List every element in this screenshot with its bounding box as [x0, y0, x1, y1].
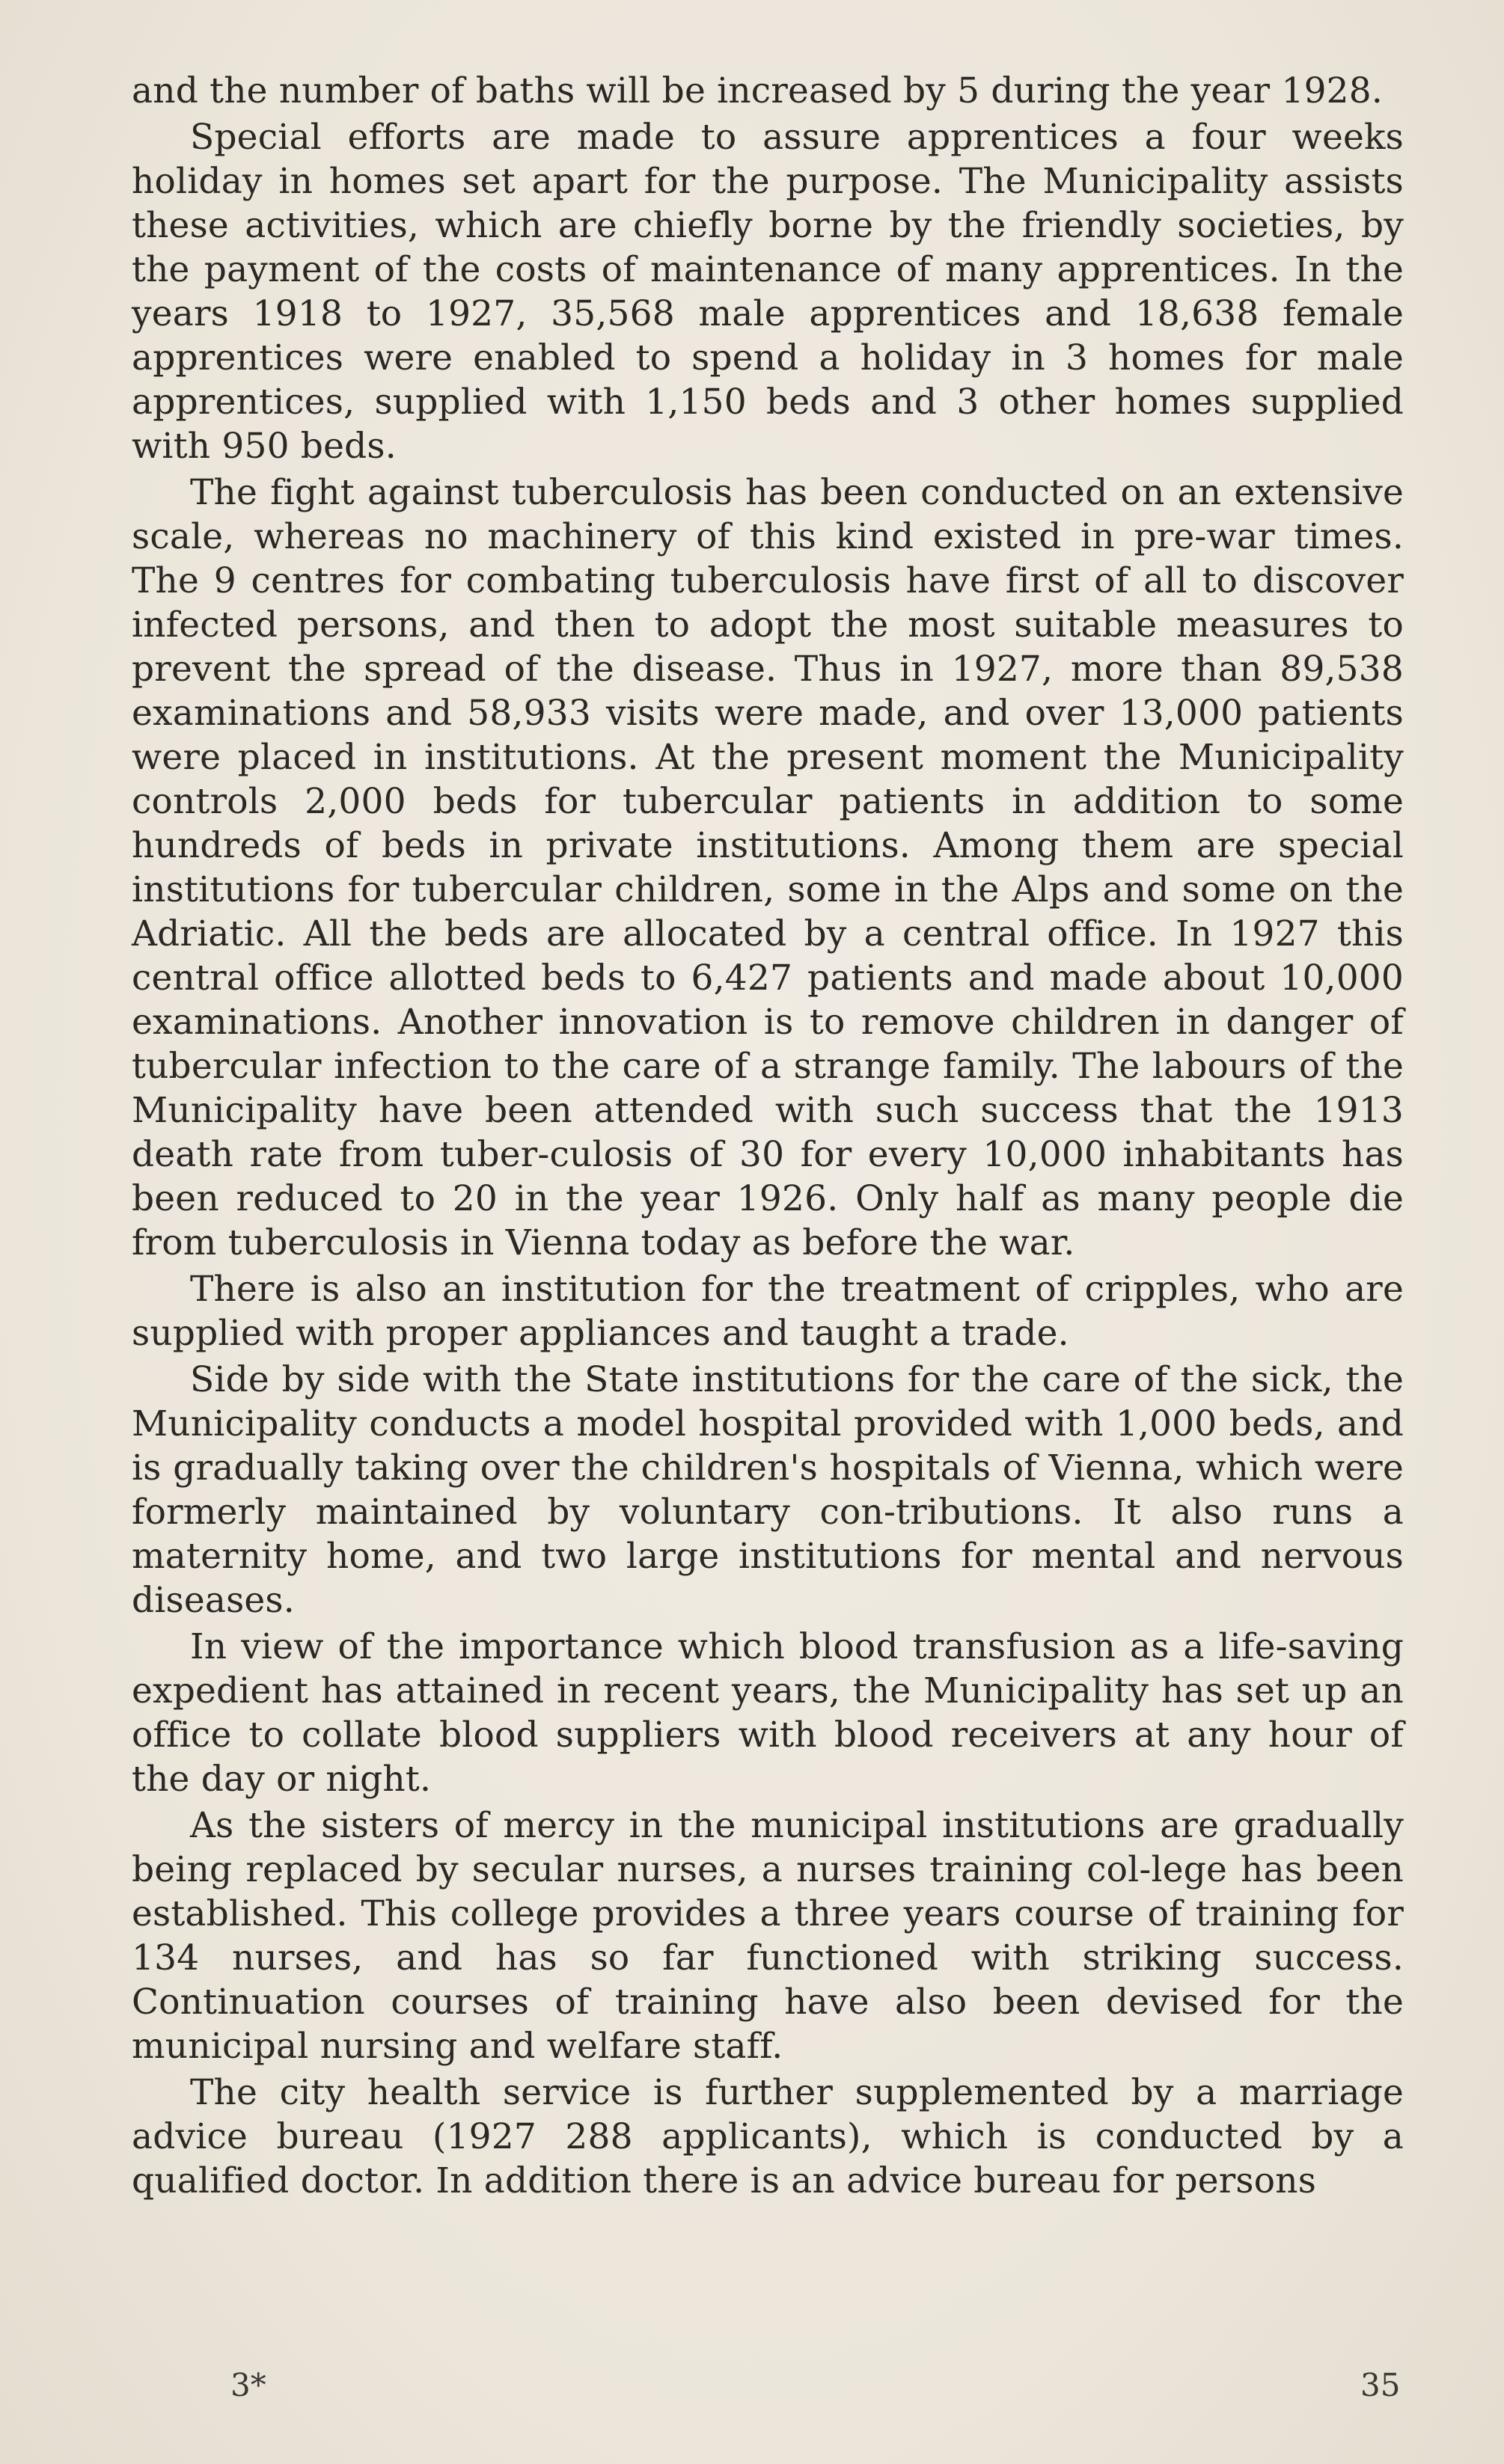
paragraph-baths-continuation: and the number of baths will be increased by 5 during the year 1928.: [132, 70, 1384, 111]
paragraph-hospitals: Side by side with the State institutions for the care of the sick, the Municipality conducts a model hospital provided with 1,000 beds, and is gradually taking over the children's hospitals of Vienna, which were formerly maintained by voluntary con-tributions. It also runs a maternity home, and two large institutions for mental and nervous diseases.: [132, 1359, 1404, 1621]
signature-mark: 3*: [230, 2367, 266, 2403]
page-number: 35: [1360, 2367, 1401, 2403]
paragraph-apprentice-holidays: Special efforts are made to assure apprentices a four weeks holiday in homes set apart for the purpose. The Municipality assists these activities, which are chiefly borne by the friendly societies, by the payment of the costs of maintenance of many apprentices. In the years 1918 to 1927, 35,568 male apprentices and 18,638 female apprentices were enabled to spend a holiday in 3 homes for male apprentices, supplied with 1,150 beds and 3 other homes supplied with 950 beds.: [132, 117, 1404, 467]
body-text: [132, 69, 1404, 2205]
paragraph-cripples: There is also an institution for the treatment of cripples, who are supplied with proper appliances and taught a trade.: [132, 1269, 1404, 1354]
paragraph-blood-transfusion: In view of the importance which blood transfusion as a life-saving expedient has attained in recent years, the Municipality has set up an office to collate blood suppliers with blood receivers at any hour of the day or night.: [132, 1626, 1404, 1800]
paragraph-tuberculosis: The fight against tuberculosis has been conducted on an extensive scale, whereas no machinery of this kind existed in pre-war times. The 9 centres for combating tuberculosis have first of all to discover infected persons, and then to adopt the most suitable measures to prevent the spread of the disease. Thus in 1927, more than 89,538 examinations and 58,933 visits were made, and over 13,000 patients were placed in institutions. At the present moment the Municipality controls 2,000 beds for tubercular patients in addition to some hundreds of beds in private institutions. Among them are special institutions for tubercular children, some in the Alps and some on the Adriatic. All the beds are allocated by a central office. In 1927 this central office allotted beds to 6,427 patients and made about 10,000 examinations. Another innovation is to remove children in danger of tubercular infection to the care of a strange family. The labours of the Municipality have been attended with such success that the 1913 death rate from tuber-culosis of 30 for every 10,000 inhabitants has been reduced to 20 in the year 1926. Only half as many people die from tuberculosis in Vienna today as before the war.: [132, 472, 1404, 1263]
paragraph-nurses-college: As the sisters of mercy in the municipal institutions are gradually being replaced by secular nurses, a nurses training col-lege has been established. This college provides a three years course of training for 134 nurses, and has so far functioned with striking success. Continuation courses of training have also been devised for the municipal nursing and welfare staff.: [132, 1805, 1404, 2067]
paragraph-marriage-advice: The city health service is further supplemented by a marriage advice bureau (1927 288 applicants), which is conducted by a qualified doctor. In addition there is an advice bureau for persons: [132, 2072, 1404, 2201]
page-footer: [0, 2367, 1504, 2412]
